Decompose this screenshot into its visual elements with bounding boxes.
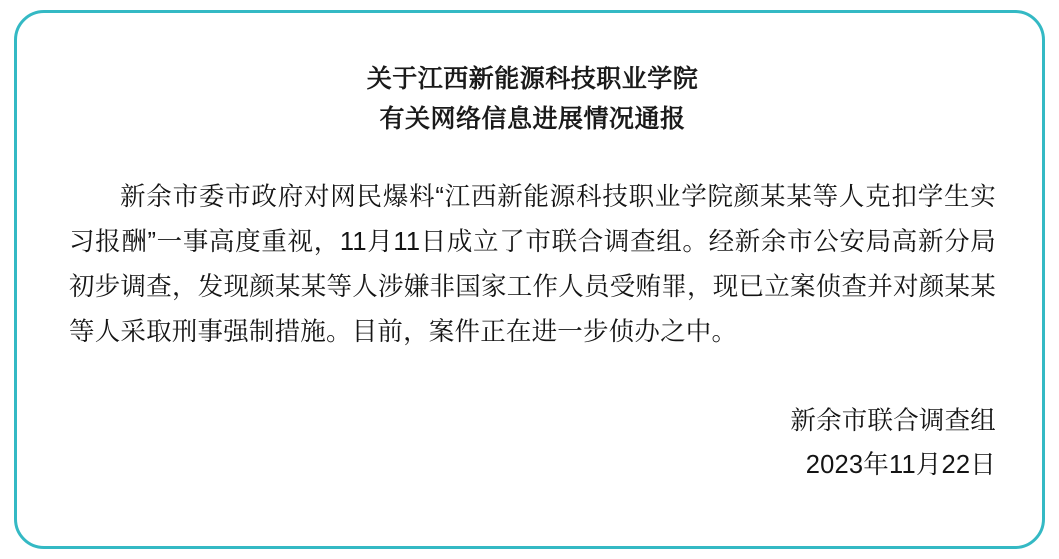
document-paragraph: 新余市委市政府对网民爆料“江西新能源科技职业学院颜某某等人克扣学生实习报酬”一事高度重视，11月11日成立了市联合调查组。经新余市公安局高新分局初步调查，发现颜某某等人涉嫌非国家工作人员受贿罪，现已立案侦查并对颜某某等人采取刑事强制措施。目前，案件正在进一步侦办之中。	[69, 183, 996, 346]
document-title-line-2: 有关网络信息进展情况通报	[379, 105, 686, 133]
document-title	[69, 59, 996, 139]
document-body-container	[17, 13, 1048, 552]
signature-date: 2023年11月22日	[805, 451, 996, 479]
document-frame	[14, 10, 1045, 549]
document-title-line-1: 关于江西新能源科技职业学院	[366, 65, 699, 93]
signature-organization: 新余市联合调查组	[790, 407, 996, 435]
document-signature	[69, 399, 996, 487]
